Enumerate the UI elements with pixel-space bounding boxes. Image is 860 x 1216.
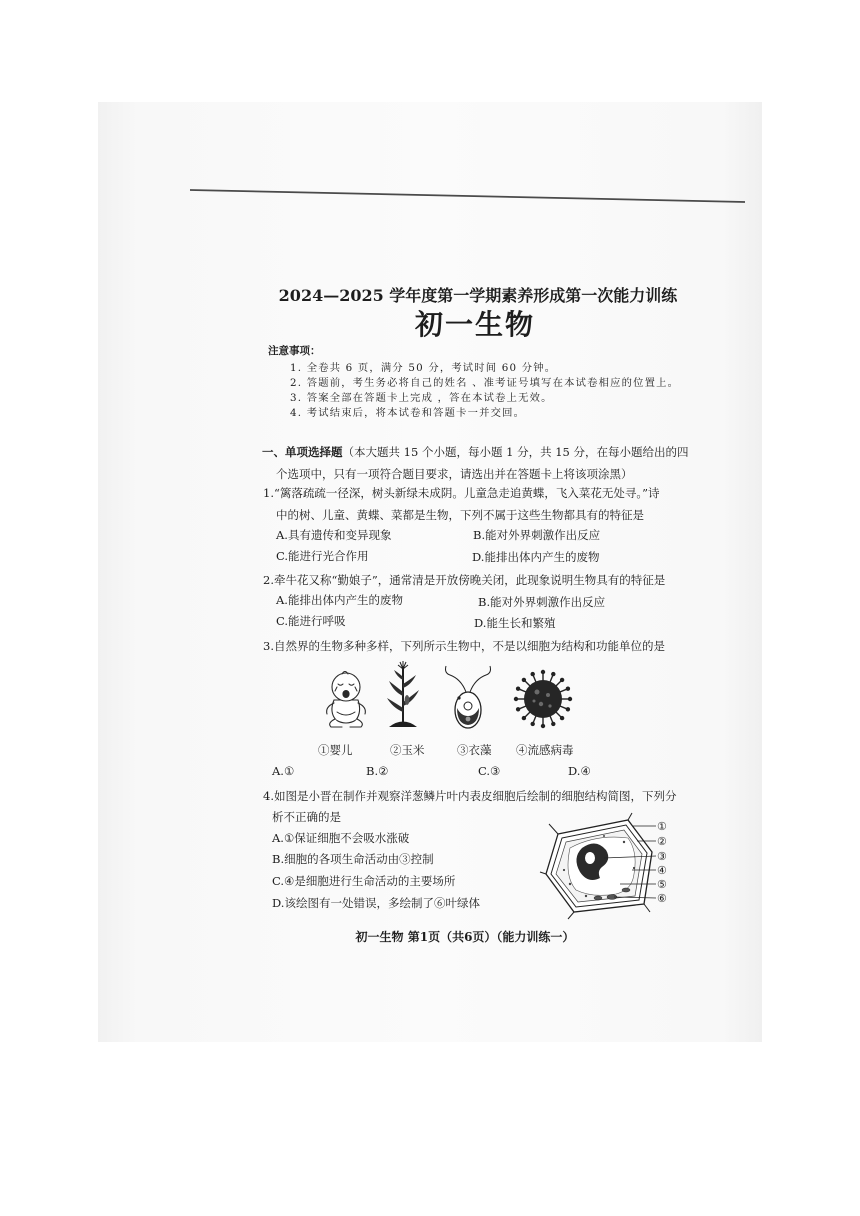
- figure-label-corn: ②玉米: [390, 743, 425, 757]
- question-3-stem: 3.自然界的生物多种多样，下列所示生物中，不是以细胞为结构和功能单位的是: [263, 639, 665, 653]
- corn-leaf: [403, 675, 416, 688]
- exam-title: 2024—2025 学年度第一学期素养形成第一次能力训练: [278, 286, 678, 305]
- question-3-option-c: C.③: [478, 764, 501, 778]
- cell-label-1: ①: [657, 820, 667, 833]
- section-heading: [262, 445, 689, 459]
- question-2-option-a: A.能排出体内产生的废物: [276, 593, 403, 607]
- cell-label-6: ⑥: [657, 892, 667, 905]
- eyespot: [457, 696, 460, 699]
- cell-label-5: ⑤: [657, 878, 667, 891]
- top-rule-line: [190, 190, 745, 202]
- algae-nucleus: [464, 702, 472, 710]
- notice-item: 2. 答题前，考生务必将自己的姓名 、准考证号填写在本试卷相应的位置上。: [290, 377, 680, 389]
- nucleolus: [585, 852, 595, 864]
- figure-label-baby: ①婴儿: [318, 743, 353, 757]
- question-4-stem: 4.如图是小晋在制作并观察洋葱鳞片叶内表皮细胞后绘制的细胞结构简图，下列分: [263, 789, 677, 803]
- cell-label-3: ③: [657, 850, 667, 863]
- question-1-option-d: D.能排出体内产生的废物: [472, 550, 600, 564]
- question-1-stem-cont: 中的树、儿童、黄蝶、菜都是生物，下列不属于这些生物都具有的特征是: [276, 508, 644, 522]
- question-1-option-c: C.能进行光合作用: [276, 549, 369, 563]
- flagellum-right: [470, 666, 491, 692]
- top-rule: [0, 0, 860, 260]
- question-4-option-d: D.该绘图有一处错误，多绘制了⑥叶绿体: [272, 896, 480, 910]
- chlamydomonas-illustration: [443, 663, 493, 731]
- influenza-virus-illustration: [512, 668, 574, 730]
- corn-leaf: [387, 698, 403, 712]
- baby-body: [332, 700, 360, 723]
- virus-body: [524, 680, 562, 718]
- section-label: 一、单项选择题: [262, 445, 343, 459]
- corn-leaf: [389, 681, 403, 696]
- question-3-option-b: B.②: [366, 764, 389, 778]
- flagellum-left: [446, 666, 467, 692]
- chloroplast: [622, 888, 630, 892]
- corn-illustration: [383, 660, 423, 728]
- section-intro-line2: 个选项中，只有一项符合题目要求，请选出并在答题卡上将该项涂黑）: [276, 467, 633, 481]
- question-4-option-b: B.细胞的各项生命活动由③控制: [272, 852, 434, 866]
- subject-title: 初一生物: [414, 308, 535, 341]
- section-intro: （本大题共 15 个小题，每小题 1 分，共 15 分，在每小题给出的四: [342, 445, 689, 459]
- notice-item: 1. 全卷共 6 页，满分 50 分，考试时间 60 分钟。: [290, 362, 557, 374]
- question-4-option-c: C.④是细胞进行生命活动的主要场所: [272, 874, 456, 888]
- chloroplast: [594, 896, 602, 900]
- figure-label-chlamydomonas: ③衣藻: [457, 743, 492, 757]
- notice-heading: 注意事项：: [268, 345, 321, 357]
- baby-crying-mouth: [342, 690, 349, 698]
- plant-cell-diagram: [540, 812, 672, 920]
- pyrenoid: [466, 717, 471, 722]
- question-4-option-a: A.①保证细胞不会吸水涨破: [272, 831, 410, 845]
- notice-item: 3. 答案全部在答题卡上完成 ，答在本试卷上无效。: [290, 392, 553, 404]
- question-2-option-b: B.能对外界刺激作出反应: [478, 595, 606, 609]
- question-2-option-d: D.能生长和繁殖: [474, 616, 556, 630]
- figure-label-virus: ④流感病毒: [516, 743, 574, 757]
- corn-ear: [405, 695, 410, 705]
- corn-leaf: [394, 670, 403, 680]
- page-footer: 初一生物 第1页（共6页）（能力训练一）: [355, 930, 575, 944]
- cell-label-2: ②: [657, 835, 667, 848]
- question-1-option-b: B.能对外界刺激作出反应: [473, 528, 601, 542]
- corn-tassel: [398, 661, 408, 669]
- question-1-option-a: A.具有遗传和变异现象: [276, 528, 392, 542]
- question-3-option-d: D.④: [568, 764, 591, 778]
- notice-item: 4. 考试结束后，将本试卷和答题卡一并交回。: [290, 407, 526, 419]
- question-4-stem-cont: 析不正确的是: [272, 810, 341, 824]
- question-2-option-c: C.能进行呼吸: [276, 614, 346, 628]
- question-2-stem: 2.牵牛花又称“勤娘子”，通常清是开放傍晚关闭，此现象说明生物具有的特征是: [263, 573, 666, 587]
- cell-label-4: ④: [657, 864, 667, 877]
- baby-illustration: [320, 667, 372, 729]
- question-1-stem: 1.“篱落疏疏一径深，树头新绿未成阴。儿童急走追黄蝶，飞入菜花无处寻。”诗: [263, 486, 660, 500]
- question-3-option-a: A.①: [272, 764, 295, 778]
